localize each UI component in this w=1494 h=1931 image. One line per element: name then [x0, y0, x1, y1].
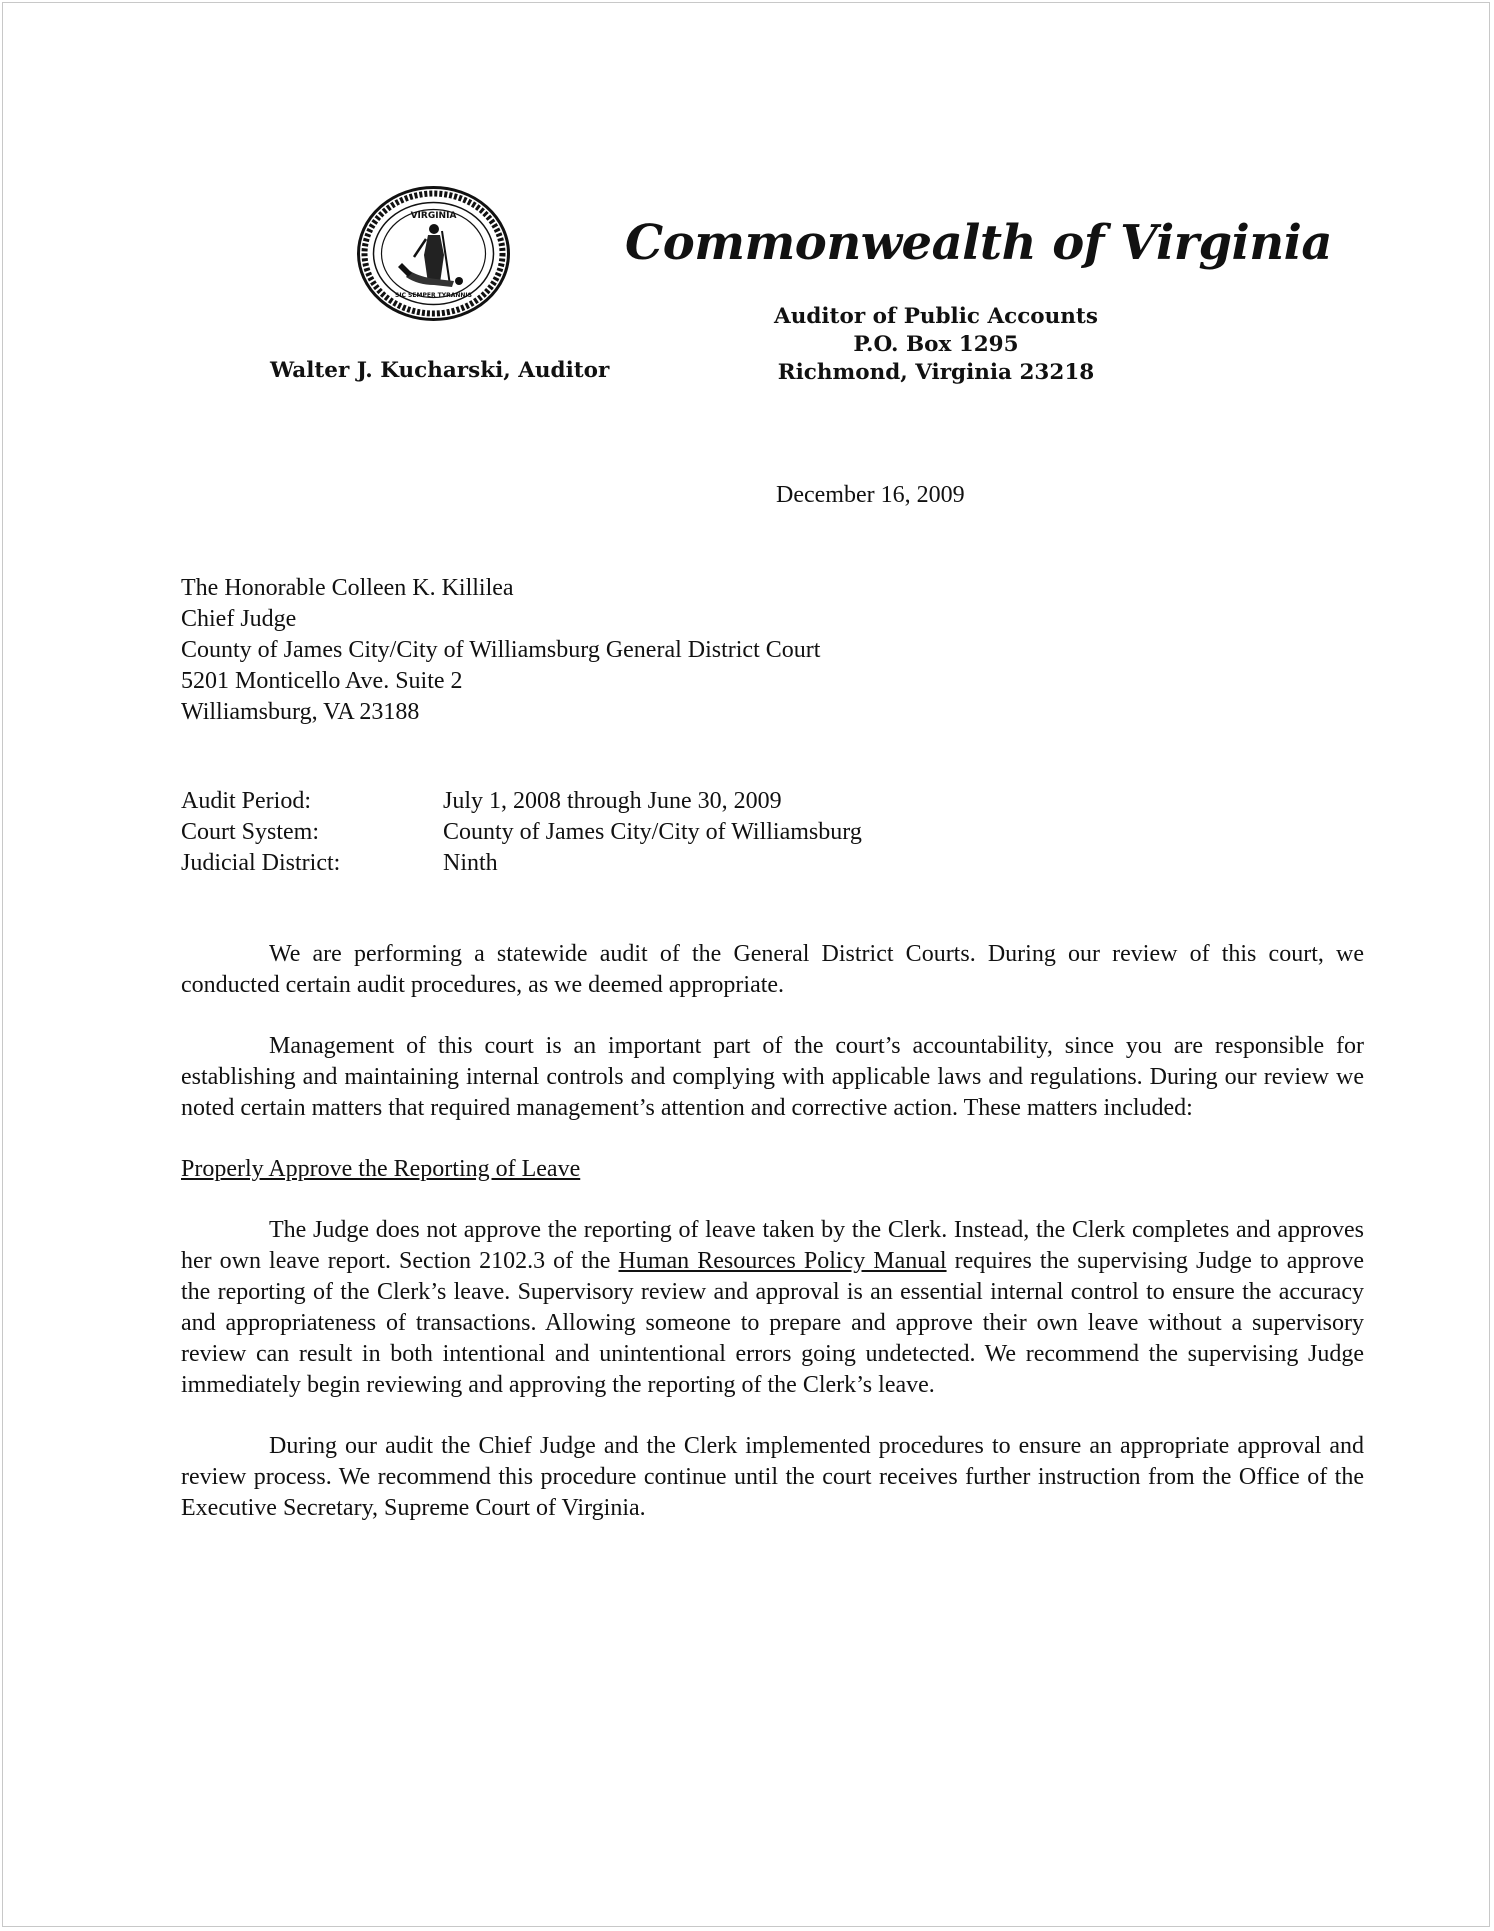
recipient-address [181, 573, 820, 728]
recipient-line: 5201 Monticello Ave. Suite 2 [181, 668, 463, 694]
seal-text-bottom: SIC SEMPER TYRANNIS [395, 292, 472, 299]
court-system-row [181, 817, 862, 848]
paragraph-management: Management of this court is an important part of the court’s accountability, since you are responsible for establishing and maintaining internal controls and complying with applicable laws and regulations. During our review we noted certain matters that required management’s attention and corrective action. These matters included: [181, 1033, 1364, 1121]
recipient-line: Williamsburg, VA 23188 [181, 699, 420, 725]
letterhead-title: Commonwealth of Virginia [625, 215, 1333, 271]
seal-text-top: VIRGINIA [410, 211, 457, 221]
finding-text-start: The Judge does not approve the reporting of leave taken by the Clerk. Instead, the Clerk completes and approves her own leave report. Section 2102.3 of the [181, 1217, 1364, 1274]
finding-text-end: requires the supervising Judge to approve the reporting of the Clerk’s leave. Supervisory review and approval is an essential internal control to ensure the accuracy and appropriateness of transactions. Allowing someone to prepare and approve their own leave without a supervisory review can result in both intentional and unintentional errors going undetected. We recommend the supervising Judge immediately begin reviewing and approving the reporting of the Clerk’s leave. [181, 1248, 1364, 1398]
paragraph-finding [181, 1215, 1364, 1401]
office-name: Auditor of Public Accounts [774, 304, 1098, 329]
office-city: Richmond, Virginia 23218 [777, 360, 1095, 385]
recipient-line: The Honorable Colleen K. Killilea [181, 575, 514, 601]
audit-period-row [181, 786, 862, 817]
info-label: Court System: [181, 819, 320, 845]
info-value: County of James City/City of Williamsburg [443, 819, 862, 845]
info-label: Audit Period: [181, 788, 311, 814]
letter-date: December 16, 2009 [776, 482, 965, 508]
section-heading: Properly Approve the Reporting of Leave [181, 1156, 581, 1182]
office-address-block [771, 303, 1101, 387]
recipient-line: Chief Judge [181, 606, 297, 632]
letter-body [181, 939, 1364, 1554]
judicial-district-row [181, 848, 862, 879]
info-value: July 1, 2008 through June 30, 2009 [443, 788, 782, 814]
recipient-line: County of James City/City of Williamsburg General District Court [181, 637, 821, 663]
office-po-box: P.O. Box 1295 [853, 332, 1019, 357]
audit-info-block [181, 786, 862, 879]
virginia-seal-icon [356, 185, 511, 322]
auditor-name: Walter J. Kucharski, Auditor [270, 358, 610, 383]
info-label: Judicial District: [181, 850, 341, 876]
policy-manual-title: Human Resources Policy Manual [618, 1248, 947, 1274]
info-value: Ninth [443, 850, 498, 876]
paragraph-resolution: During our audit the Chief Judge and the Clerk implemented procedures to ensure an appropriate approval and review process. We recommend this procedure continue until the court receives further instruction from the Office of the Executive Secretary, Supreme Court of Virginia. [181, 1433, 1364, 1521]
letter-page [2, 2, 1490, 1927]
paragraph-intro: We are performing a statewide audit of the General District Courts. During our review of this court, we conducted certain audit procedures, as we deemed appropriate. [181, 941, 1364, 998]
